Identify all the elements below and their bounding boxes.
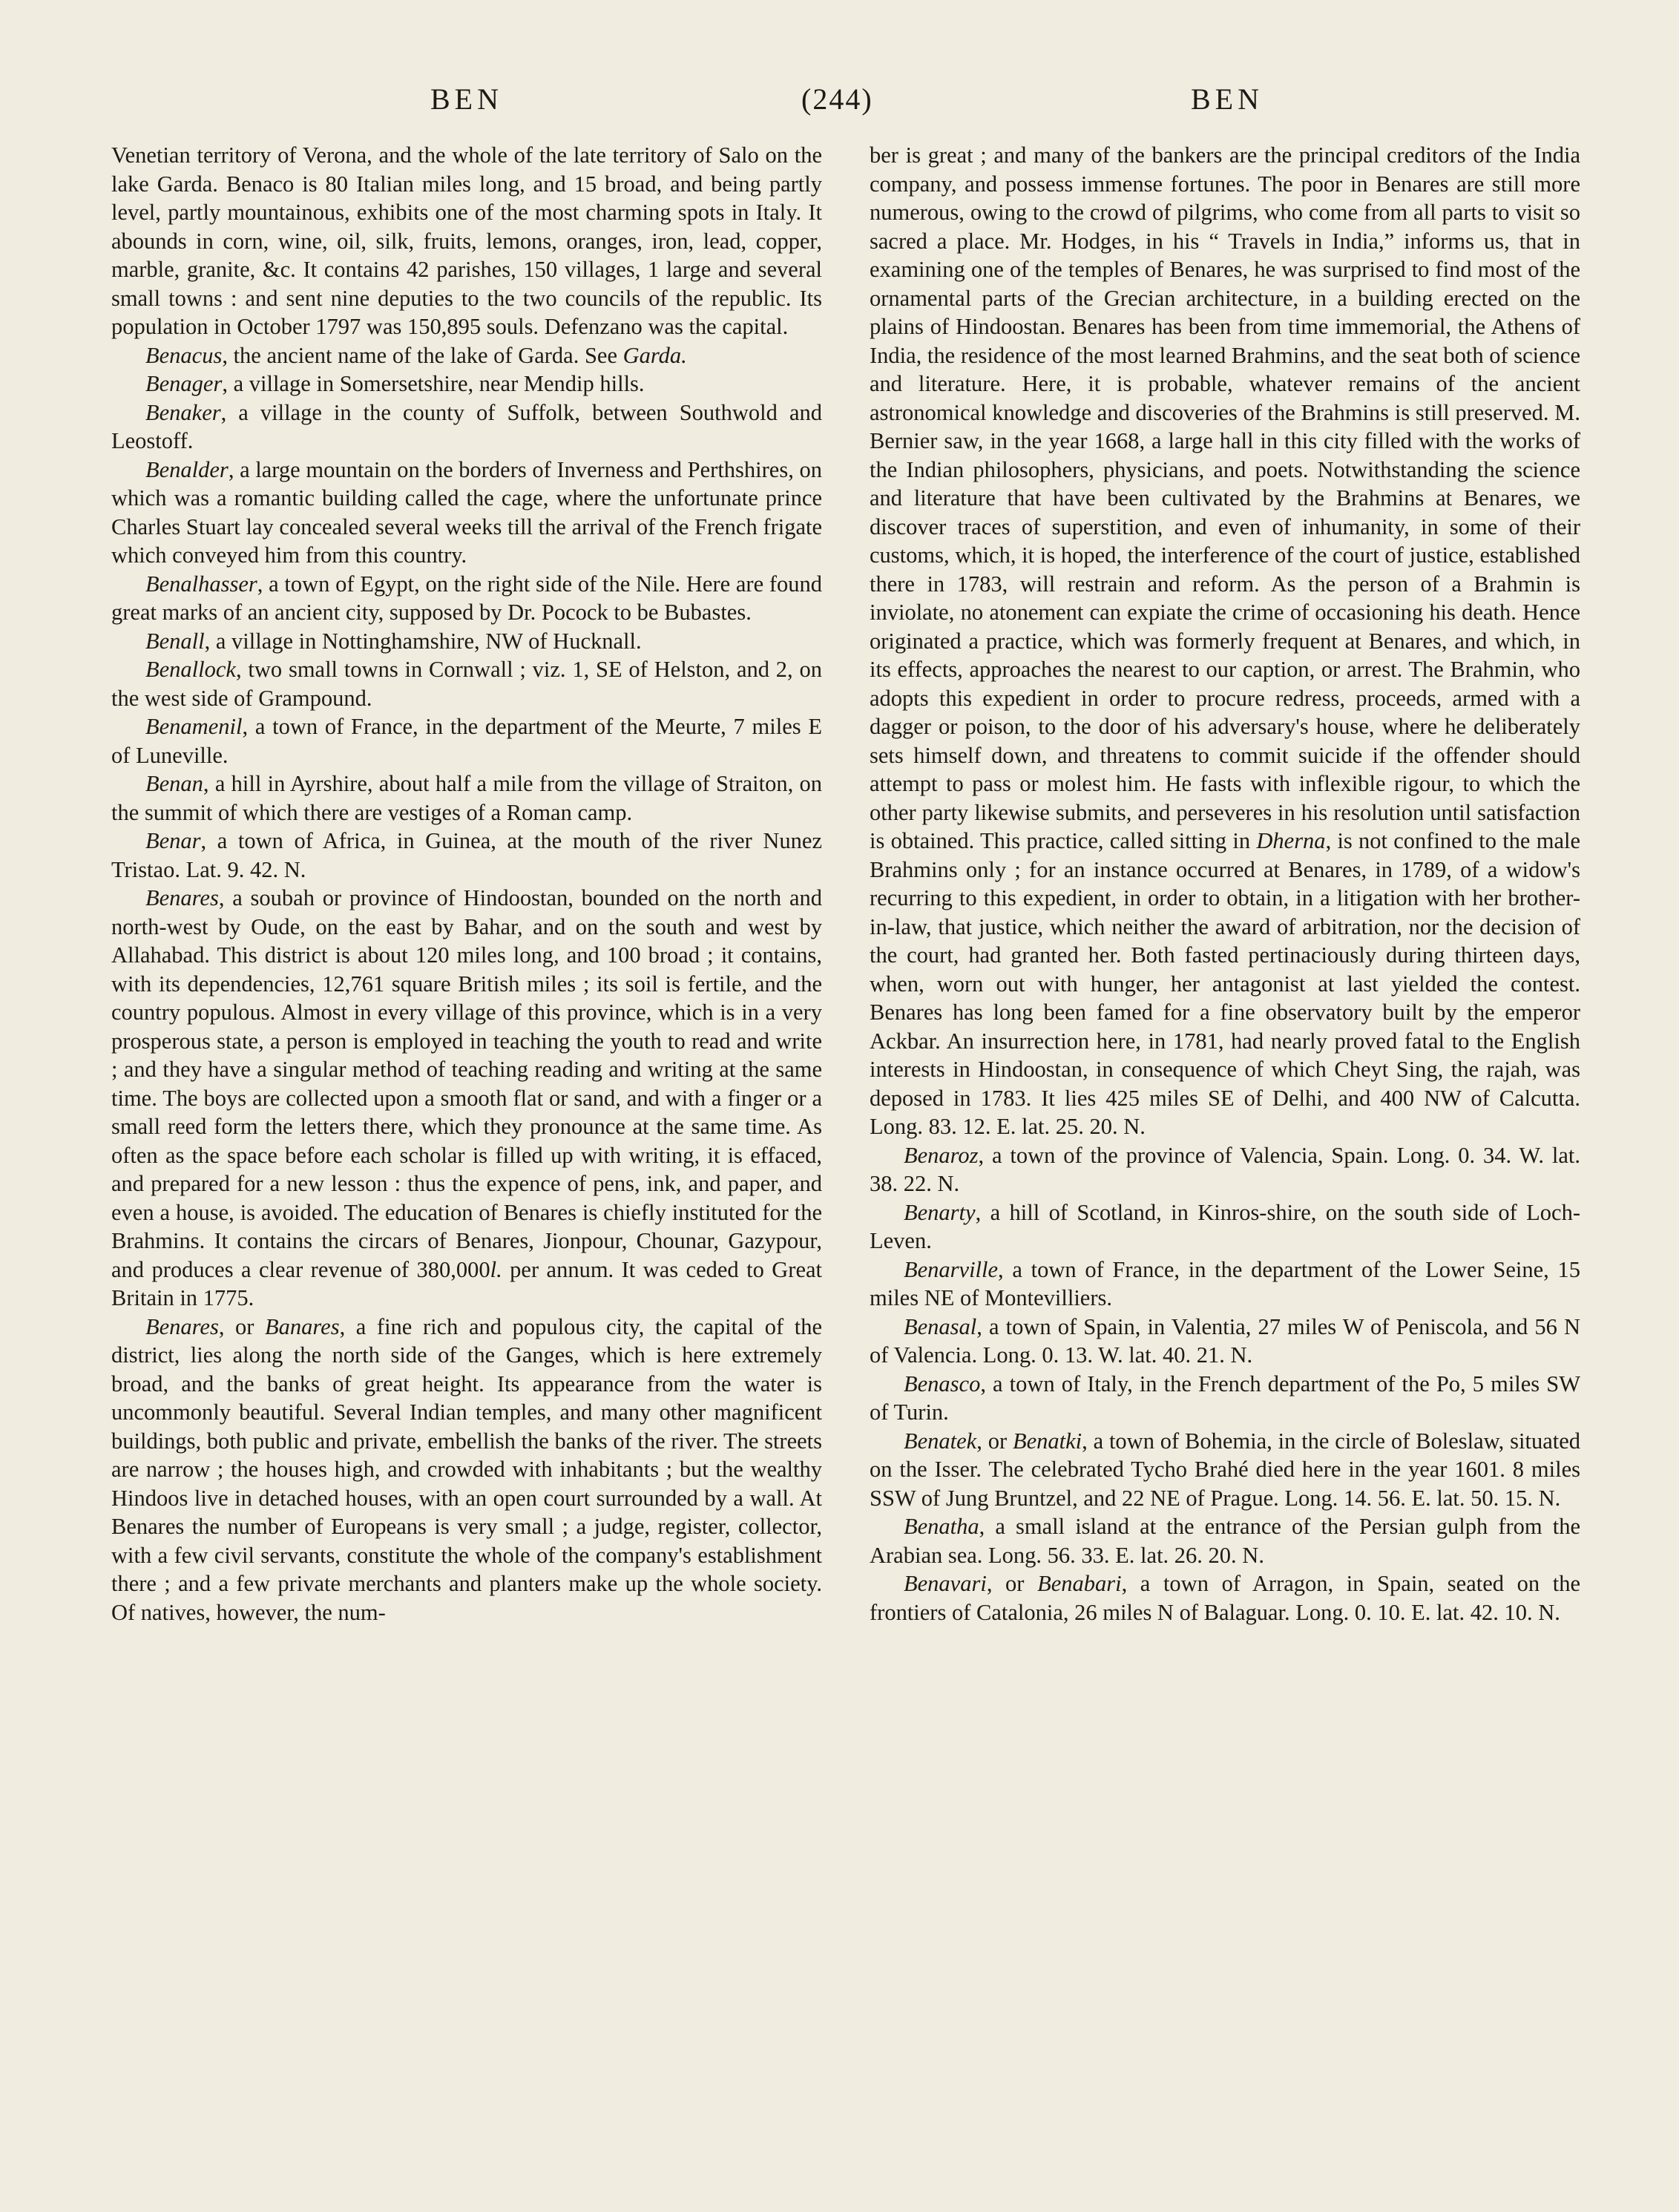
- entry-term: Benasal: [904, 1313, 977, 1339]
- entry-term: Benan: [145, 771, 203, 796]
- entry-text: , or: [986, 1571, 1038, 1596]
- entry-text: , a town of Egypt, on the right side of the Nile. Here are found great marks of an ancient city, supposed by Dr. Pocock to be Bubastes.: [111, 571, 822, 625]
- entry-term: Benarville: [904, 1256, 999, 1282]
- entry-benares_city: [111, 1313, 822, 1627]
- entry-text: , or: [218, 1313, 266, 1339]
- entry-benares_prov: [111, 884, 822, 1313]
- entry-text: , or: [976, 1428, 1013, 1454]
- entry-alt-term: Banares: [265, 1313, 340, 1339]
- entry-text: , a large mountain on the borders of Inverness and Perthshires, on which was a romantic building called the cage, where the unfortunate prince Charles Stuart lay concealed several weeks till the arrival of the French frigate which conveyed him from this country.: [111, 456, 822, 568]
- entry-benares_city_cont: [870, 141, 1580, 1141]
- entry-benalder: [111, 456, 822, 570]
- entry-benalhasser: [111, 570, 822, 627]
- entry-text: , a town of the province of Valencia, Spain. Long. 0. 34. W. lat. 38. 22. N.: [870, 1142, 1580, 1196]
- entry-term: Benarty: [904, 1199, 976, 1225]
- entry-text: , a village in Somersetshire, near Mendip hills.: [222, 371, 645, 396]
- entry-text-tail: per annum. It was ceded to Great Britain in 1775.: [111, 1256, 823, 1310]
- entry-italic: Garda.: [622, 342, 687, 368]
- entry-text: , a hill of Scotland, in Kinros-shire, on the south side of Loch-Leven.: [870, 1199, 1580, 1253]
- entry-text: ber is great ; and many of the bankers are the principal creditors of the India company, and possess immense fortunes. The poor in Benares are still more numerous, owing to the crowd of pilgrims, who come from all parts to visit so sacred a place. Mr. Hodges, in his “ Travels in India,” informs us, that in examining one of the temples of Benares, he was surprised to find most of the ornamental parts of the Grecian architecture, in a building erected on the plains of Hindoostan. Benares has been from time immemorial, the Athens of India, the residence of the most learned Brahmins, and the seat both of science and literature. Here, it is probable, whatever remains of the ancient astronomical knowledge and discoveries of the Brahmins is still preserved. M. Bernier saw, in the year 1668, a large hall in this city filled with the works of the Indian philosophers, physicians, and poets. Notwithstanding the science and literature that have been cultivated by the Brahmins at Benares, we discover traces of superstition, and even of inhumanity, in some of their customs, which, it is hoped, the interference of the court of justice, established there in 1783, will restrain and reform. As the person of a Brahmin is inviolate, no atonement can expiate the crime of occasioning his death. Hence originated a practice, which was formerly frequent at Benares, and which, in its effects, approaches the nearest to our caption, or arrest. The Brahmin, who adopts this expedient in order to procure redress, proceeds, armed with a dagger or poison, to the door of his adversary's house, where he deliberately sets himself down, and threatens to commit suicide if the offender should attempt to pass or molest him. He fasts with inflexible rigour, to which the other party likewise submits, and perseveres in his resolution until satisfaction is obtained. This practice, called sitting in: [870, 142, 1580, 853]
- entry-benamenil: [111, 712, 822, 769]
- entry-term: Benares: [145, 1313, 219, 1339]
- entry-term: Benalder: [145, 456, 229, 482]
- entry-text: , a village in Nottinghamshire, NW of Hucknall.: [204, 628, 642, 654]
- entry-benaker: [111, 398, 822, 456]
- entry-term: Benavari: [904, 1571, 987, 1596]
- entry-text: , a town of France, in the department of the Lower Seine, 15 miles NE of Montevilliers.: [870, 1256, 1580, 1310]
- entry-benallock: [111, 655, 822, 712]
- entry-verona_cont: [111, 141, 822, 341]
- entry-text-tail: , a town of Bohemia, in the circle of Boleslaw, situated on the Isser. The celebrated Tycho Brahé died here in the year 1601. 8 miles SSW of Jung Bruntzel, and 22 NE of Prague. Long. 14. 56. E. lat. 50. 15. N.: [870, 1428, 1580, 1511]
- entry-benacus: [111, 341, 822, 370]
- entry-term: Benatha: [904, 1514, 979, 1539]
- entry-text-tail: , a town of Arragon, in Spain, seated on the frontiers of Catalonia, 26 miles N of Balaguar. Long. 0. 10. E. lat. 42. 10. N.: [870, 1571, 1580, 1625]
- entry-text: , a soubah or province of Hindoostan, bounded on the north and north-west by Oude, on the east by Bahar, and on the south and west by Allahabad. This district is about 120 miles long, and 100 broad ; it contains, with its dependencies, 12,761 square British miles ; its soil is fertile, and the country populous. Almost in every village of this province, which is in a very prosperous state, a person is employed in teaching the youth to read and write ; and they have a singular method of teaching reading and writing at the same time. The boys are collected upon a smooth flat or sand, and with a finger or a small reed form the letters there, which they pronounce at the same time. As often as the space before each scholar is filled up with writing, it is effaced, and prepared for a new lesson : thus the expence of pens, ink, and paper, and even a house, is avoided. The education of Benares is chiefly instituted for the Brahmins. It contains the circars of Benares, Jionpour, Chounar, Gazypour, and produces a clear revenue of 380,000: [111, 885, 822, 1282]
- entry-term: Benall: [145, 628, 205, 654]
- running-head-right: BEN: [1191, 82, 1264, 116]
- entry-text: , the ancient name of the lake of Garda. See: [222, 342, 623, 368]
- page-header: [111, 82, 1580, 126]
- entry-term: Benacus: [145, 342, 223, 368]
- entry-text: , a village in the county of Suffolk, between Southwold and Leostoff.: [111, 399, 822, 453]
- entry-benasco: [870, 1370, 1580, 1427]
- entry-benasal: [870, 1313, 1580, 1370]
- entry-text: , a small island at the entrance of the Persian gulph from the Arabian sea. Long. 56. 33. E. lat. 26. 20. N.: [870, 1514, 1580, 1568]
- entry-benatek: [870, 1427, 1580, 1513]
- entry-benaroz: [870, 1141, 1580, 1198]
- entry-benavari: [870, 1569, 1580, 1627]
- entry-term: Benasco: [904, 1371, 981, 1397]
- entry-term: Benaroz: [904, 1142, 979, 1168]
- entry-term: Benallock: [145, 657, 236, 682]
- entry-benarty: [870, 1198, 1580, 1256]
- entry-term: Benager: [145, 371, 223, 396]
- running-head-left: BEN: [430, 82, 503, 116]
- entry-italic: l.: [490, 1256, 502, 1282]
- entry-benager: [111, 370, 822, 398]
- entry-text: , a hill in Ayrshire, about half a mile from the village of Straiton, on the summit of which there are vestiges of a Roman camp.: [111, 771, 822, 825]
- entry-term: Benaker: [145, 399, 221, 425]
- entry-term: Benalhasser: [145, 571, 257, 597]
- entry-term: Benar: [145, 828, 201, 853]
- left-column: [111, 141, 822, 1627]
- entry-text: , a town of France, in the department of the Meurte, 7 miles E of Luneville.: [111, 714, 822, 768]
- entry-benall: [111, 627, 822, 656]
- entry-benan: [111, 769, 822, 827]
- entry-alt-term: Benabari: [1037, 1571, 1122, 1596]
- entry-text: , a town of Spain, in Valentia, 27 miles W of Peniscola, and 56 N of Valencia. Long. 0. 13. W. lat. 40. 21. N.: [870, 1313, 1580, 1368]
- entry-text-tail: , is not confined to the male Brahmins only ; for an instance occurred at Benares, in 1789, of a widow's recurring to this expedient, in order to obtain, in a litigation with her brother-in-law, that justice, which neither the award of arbitration, nor the decision of the court, had granted her. Both fasted pertinaciously during thirteen days, when, worn out with hunger, her antagonist at last yielded the contest. Benares has long been famed for a fine observatory built by the emperor Ackbar. An insurrection here, in 1781, had nearly proved fatal to the English interests in Hindoostan, in consequence of which Cheyt Sing, the rajah, was deposed in 1783. It lies 425 miles SE of Delhi, and 400 NW of Calcutta. Long. 83. 12. E. lat. 25. 20. N.: [870, 828, 1580, 1139]
- entry-text: , a town of Italy, in the French department of the Po, 5 miles SW of Turin.: [870, 1371, 1580, 1425]
- entry-text: , two small towns in Cornwall ; viz. 1, SE of Helston, and 2, on the west side of Grampound.: [111, 657, 822, 711]
- page-number: (244): [801, 82, 873, 116]
- entry-text: , a town of Africa, in Guinea, at the mouth of the river Nunez Tristao. Lat. 9. 42. N.: [111, 828, 822, 882]
- entry-term: Benatek: [904, 1428, 977, 1454]
- entry-term: Benares: [145, 885, 219, 910]
- entry-term: Benamenil: [145, 714, 243, 739]
- entry-text: Venetian territory of Verona, and the whole of the late territory of Salo on the lake Garda. Benaco is 80 Italian miles long, and 15 broad, and being partly level, partly mountainous, exhibits one of the most charming spots in Italy. It abounds in corn, wine, oil, silk, fruits, lemons, oranges, iron, lead, copper, marble, granite, &c. It contains 42 parishes, 150 villages, 1 large and several small towns : and sent nine deputies to the two councils of the republic. Its population in October 1797 was 150,895 souls. Defenzano was the capital.: [111, 142, 822, 339]
- right-column: [870, 141, 1580, 1627]
- entry-benar: [111, 827, 822, 884]
- entry-text-tail: , a fine rich and populous city, the capital of the district, lies along the north side of the Ganges, which is here extremely broad, and the banks of great height. Its appearance from the water is uncommonly beautiful. Several Indian temples, and many other magnificent buildings, both public and private, embellish the banks of the river. The streets are narrow ; the houses high, and crowded with inhabitants ; but the wealthy Hindoos live in detached houses, with an open court surrounded by a wall. At Benares the number of Europeans is very small ; a judge, register, collector, with a few civil servants, constitute the whole of the company's establishment there ; and a few private merchants and planters make up the whole society. Of natives, however, the num-: [111, 1313, 822, 1625]
- entry-italic: Dherna: [1256, 828, 1326, 853]
- entry-alt-term: Benatki: [1012, 1428, 1082, 1454]
- entry-benarville: [870, 1256, 1580, 1313]
- entry-benatha: [870, 1512, 1580, 1569]
